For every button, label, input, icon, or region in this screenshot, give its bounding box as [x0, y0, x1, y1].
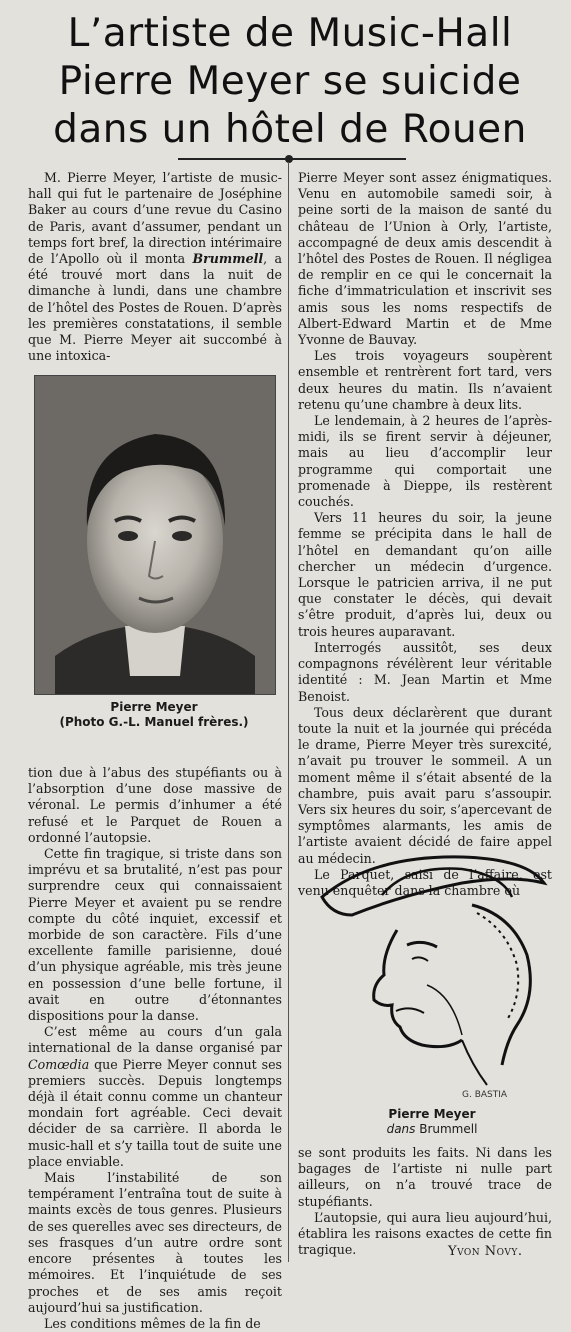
column-divider — [288, 162, 289, 1262]
paragraph-text: M. Pierre Meyer, l’artiste de music-hall qui fut le partenaire de Joséphine Baker au cours d’une revue du Casino de Paris, avant d’assumer, pendant un temps fort bref, la direction intérimaire de l’Apollo où il monta — [28, 170, 282, 267]
caricature-drawing — [312, 835, 552, 1105]
headline-line-2: Pierre Meyer se suicide — [58, 59, 522, 104]
paragraph — [28, 170, 282, 364]
paragraph: L’autopsie, qui aura lieu aujourd’hui, établira les raisons exactes de cette fin tragique. — [298, 1209, 552, 1258]
paragraph: Vers 11 heures du soir, la jeune femme se précipita dans le hall de l’hôtel en demandant qu’on aille chercher un médecin d’urgence. Lorsque le patricien arriva, il ne put que constater le décès, qui devait s’être produit, d’après lui, deux ou trois heures auparavant. — [298, 510, 552, 639]
paragraph: Les conditions mêmes de la fin de — [44, 1315, 261, 1331]
paragraph: Mais l’instabilité de son tempérament l’entraîna tout de suite à maints excès de tous genres. Plusieurs de ses querelles avec ses directeurs, de ses frasques d’un autre ordre sont encore présentes à toutes les mémoires. Et l’inquiétude de ses proches et de ses amis reçoit aujourd’hui sa justification. — [28, 1170, 282, 1315]
drawing-caption-name: Pierre Meyer — [388, 1107, 476, 1121]
headline-line-1: L’artiste de Music-Hall — [67, 11, 513, 56]
paragraph: tion due à l’abus des stupéfiants ou à l’absorption d’une dose massive de véronal. Le permis d’inhumer a été refusé et le Parquet de Rouen a ordonné l’autopsie. — [28, 765, 282, 845]
headline — [20, 10, 560, 154]
paragraph: se sont produits les faits. Ni dans les bagages de l’artiste ni nulle part ailleurs, on n’a trouvé trace de stupéfiants. — [298, 1145, 552, 1209]
article-right-column-bottom — [298, 1145, 552, 1258]
paragraph: Cette fin tragique, si triste dans son imprévu et sa brutalité, n’est pas pour surprendre ceux qui connaissaient Pierre Meyer et avaient pu se rendre compte du côté inquiet, excessif et morbide de son caractère. Fils d’une excellente famille parisienne, doué d’un physique agréable, mis très jeune en possession d’une belle fortune, il avait en outre d’étonnantes dispositions pour la danse. — [28, 846, 282, 1024]
drawing-caption — [312, 1107, 552, 1137]
photo-credit: (Photo G.-L. Manuel frères.) — [59, 715, 249, 729]
paragraph: Le lendemain, à 2 heures de l’après-midi, ils se firent servir à déjeuner, mais au lieu d’accomplir leur programme qui comportait une promenade à Dieppe, ils restèrent couchés. — [298, 413, 552, 510]
photo-caption — [34, 700, 274, 730]
paragraph — [28, 1024, 282, 1170]
show-title: Brummell — [192, 251, 264, 267]
article-left-column-top — [28, 170, 282, 364]
drawing-caption-role — [312, 1122, 552, 1137]
paragraph: Le Parquet, saisi de l’affaire, est venu enquêter dans la chambre où — [298, 866, 552, 898]
drawing-caption-show: Brummell — [415, 1122, 478, 1136]
caricature-illustration — [312, 835, 552, 1105]
paragraph: Tous deux déclarèrent que durant toute la nuit et la journée qui précéda le drame, Pierre Meyer très surexcité, n’avait pu trouver le sommeil. A un moment même il s’était absenté de la chambre, puis avait paru s’assoupir. Vers six heures du soir, s’apercevant de symptômes alarmants, les amis de l’artiste avaient décidé de faire appel au médecin. — [298, 704, 552, 866]
author-signature: Yvon Novy. — [448, 1244, 523, 1259]
headline-line-3: dans un hôtel de Rouen — [53, 107, 527, 152]
paragraph-text: , a été trouvé mort dans la nuit de dimanche à lundi, dans une chambre de l’hôtel des Postes de Rouen. D’après les premières constatations, il semble que M. Pierre Meyer ait succombé à une intoxica- — [28, 251, 283, 364]
drawing-caption-italic: dans — [386, 1122, 416, 1136]
artist-signature: G. BASTIA — [462, 1090, 508, 1100]
photo-caption-name: Pierre Meyer — [110, 700, 198, 714]
publication-name: Comœdia — [28, 1056, 90, 1072]
paragraph: Interrogés aussitôt, ses deux compagnons révélèrent leur véritable identité : M. Jean Martin et Mme Benoist. — [298, 639, 552, 704]
portrait-illustration — [35, 376, 275, 694]
paragraph-text: C’est même au cours d’un gala international de la danse organisé par — [28, 1024, 282, 1056]
portrait-photo — [34, 375, 276, 695]
headline-divider — [178, 158, 406, 160]
paragraph: Les trois voyageurs soupèrent ensemble et rentrèrent fort tard, vers deux heures du matin. Ils n’avaient retenu qu’une chambre à deux lits. — [298, 348, 552, 412]
article-right-column-top — [298, 170, 552, 899]
article-left-column-bottom — [28, 765, 282, 1332]
paragraph-text: que Pierre Meyer connut ses premiers succès. Depuis longtemps déjà il était connu comme un chanteur mondain fort agréable. Ceci devait décider de sa carrière. Il aborda le music-hall et s’y tailla tout de suite une place enviable. — [28, 1056, 282, 1169]
paragraph: Pierre Meyer sont assez énigmatiques. Venu en automobile samedi soir, à peine sorti de la maison de santé du château de l’Union à Orly, l’artiste, accompagné de deux amis descendit à l’hôtel des Postes de Rouen. Il négligea de remplir en ce qui le concernait la fiche d’immatriculation et inscrivit ses amis sous les noms respectifs de Albert-Edward Martin et de Mme Yvonne de Bauvay. — [298, 170, 552, 348]
divider-dot — [285, 155, 293, 163]
